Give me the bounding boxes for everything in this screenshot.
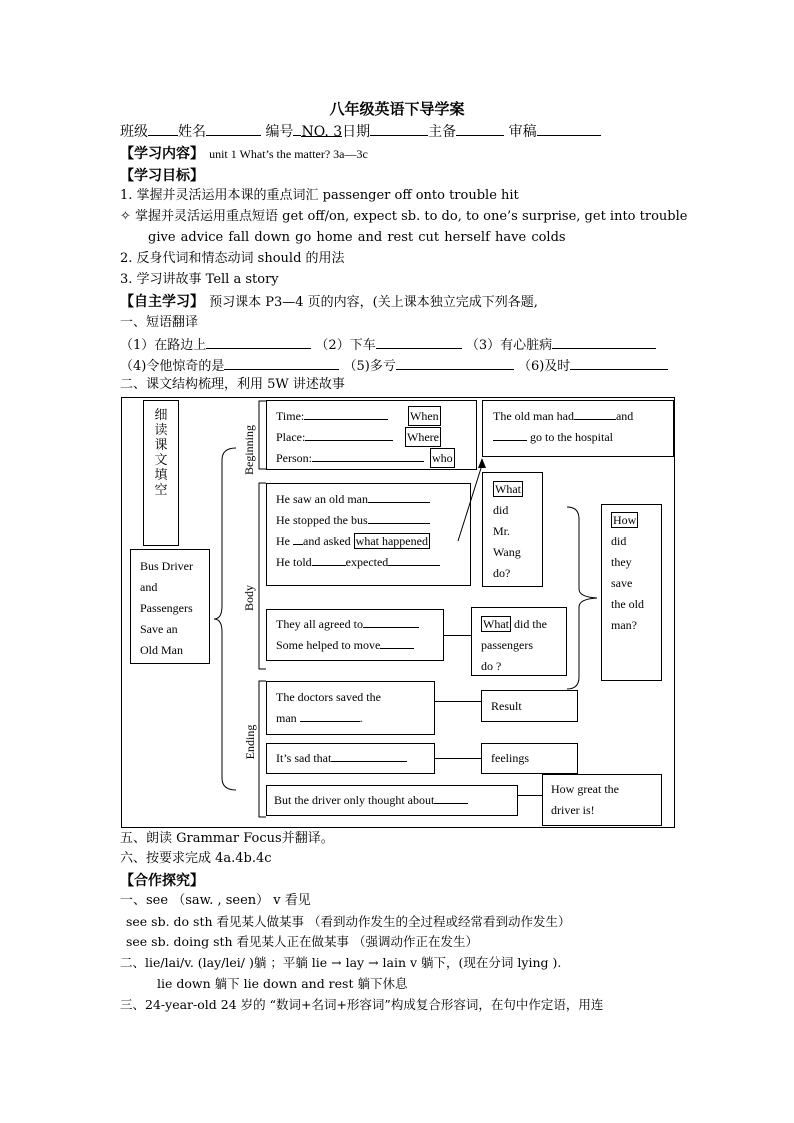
phrase-item: （6)及时 — [517, 359, 571, 374]
coop-label: 【合作探究】 — [120, 873, 204, 889]
connector-line — [435, 758, 481, 759]
what-happened-tag: what happened — [355, 534, 428, 548]
class-label: 班级 — [120, 124, 148, 140]
content-value: unit 1 What’s the matter? 3a—3c — [209, 147, 368, 161]
helped-row — [276, 635, 414, 656]
old-man-blank[interactable] — [493, 427, 527, 441]
told-row — [276, 552, 440, 573]
phrase-item: （3）有心脏病 — [465, 338, 553, 353]
q-word: did — [493, 503, 509, 517]
agreed-text: They all agreed to — [276, 617, 363, 631]
coop-line: 二、lie/lai/v. (lay/lei/ )躺 ；平躺 lie → lay → lain v 躺下，(现在分词 lying ). — [120, 955, 562, 970]
asked-text: and asked — [303, 534, 351, 548]
when-tag: When — [408, 406, 441, 426]
person-label: Person: — [276, 451, 312, 465]
time-label: Time: — [276, 409, 305, 423]
phrase-row — [120, 355, 668, 377]
right-brace-icon — [563, 505, 603, 691]
place-blank[interactable] — [305, 427, 393, 441]
q-word: do? — [493, 566, 511, 580]
goal-item: ✧ 掌握并灵活运用重点短语 get off/on, expect sb. to do, to one’s surprise, get into trouble — [120, 209, 688, 224]
person-row — [276, 448, 424, 469]
q-word: Mr. — [493, 524, 511, 538]
what-tag: What — [483, 617, 509, 631]
coop-line: lie down 躺下 lie down and rest 躺下休息 — [157, 976, 408, 991]
review-label: 审稿 — [508, 124, 537, 140]
q-word: passengers — [481, 638, 533, 652]
body-label: Body — [242, 585, 256, 612]
how-great-line-2: driver is! — [551, 803, 595, 817]
time-row — [276, 406, 388, 427]
stopped-row — [276, 510, 430, 531]
told-text: He told — [276, 555, 312, 569]
goal-item: give advice fall down go home and rest cut herself have colds — [148, 230, 566, 245]
connector-line — [518, 795, 542, 796]
helped-blank[interactable] — [380, 635, 414, 649]
beginning-label: Beginning — [242, 425, 256, 475]
he-text: He — [276, 534, 290, 548]
saw-text: He saw an old man — [276, 492, 368, 506]
expected-blank[interactable] — [388, 552, 440, 566]
coop-line: see sb. do sth 看见某人做某事 （看到动作发生的全过程或经常看到动作发生） — [126, 914, 571, 929]
sad-text: It’s sad that — [276, 751, 332, 765]
old-man-blank[interactable] — [574, 406, 616, 420]
who-tag: who — [430, 448, 455, 468]
old-man-text: The old man had — [493, 409, 574, 423]
date-label: 日期 — [342, 124, 371, 140]
lead-blank[interactable] — [456, 121, 504, 136]
coop-line: 一、see （saw. , seen） v 看见 — [120, 893, 311, 908]
phrase-blank[interactable] — [552, 334, 656, 349]
phrase-item: （4)令他惊奇的是 — [120, 359, 225, 374]
header-line — [120, 121, 601, 142]
ending-label: Ending — [243, 724, 257, 760]
connector-line — [435, 701, 481, 702]
number-label: 编号 — [265, 124, 294, 140]
time-blank[interactable] — [304, 406, 388, 420]
expected-text: expected — [345, 555, 389, 569]
section-five: 五、朗读 Grammar Focus并翻译。 — [120, 831, 334, 846]
phrase-row — [120, 334, 656, 356]
q-word: Wang — [493, 545, 521, 559]
result-label: Result — [491, 699, 522, 713]
main-topic-line: and — [140, 580, 158, 594]
place-label: Place: — [276, 430, 306, 444]
agreed-row — [276, 614, 419, 635]
review-blank[interactable] — [537, 121, 601, 136]
q-word: save — [611, 576, 633, 590]
doctors-text: man — [276, 711, 297, 725]
person-blank[interactable] — [312, 448, 424, 462]
section-structure: 二、课文结构梳理，利用 5W 讲述故事 — [120, 377, 345, 392]
connector-line — [444, 635, 471, 636]
phrase-blank[interactable] — [376, 334, 462, 349]
q-word: they — [611, 555, 632, 569]
doctors-line-1: The doctors saved the — [276, 690, 381, 704]
main-topic-line: Bus Driver — [140, 559, 193, 573]
phrase-blank[interactable] — [570, 355, 668, 370]
phrase-blank[interactable] — [206, 334, 311, 349]
sad-row — [276, 748, 407, 769]
main-topic-line: Passengers — [140, 601, 193, 615]
stopped-blank[interactable] — [368, 510, 430, 524]
helped-text: Some helped to move — [276, 638, 381, 652]
page-title: 八年级英语下导学案 — [329, 100, 465, 118]
content-label: 【学习内容】 — [120, 146, 204, 162]
name-label: 姓名 — [178, 124, 206, 140]
left-brace-icon — [212, 446, 242, 792]
what-tag: What — [495, 482, 521, 496]
stopped-text: He stopped the bus — [276, 513, 368, 527]
phrase-blank[interactable] — [396, 355, 514, 370]
phrase-item: （1）在路边上 — [120, 338, 207, 353]
phrase-blank[interactable] — [224, 355, 339, 370]
self-study-text: 预习课本 P3—4 页的内容，(关上课本独立完成下列各题, — [209, 295, 538, 310]
q-word: did the — [514, 617, 547, 631]
main-topic-line: Old Man — [140, 643, 183, 657]
arrow-icon — [455, 455, 489, 545]
agreed-blank[interactable] — [363, 614, 419, 628]
he-blank[interactable] — [293, 531, 303, 545]
how-tag: How — [613, 513, 637, 527]
place-row — [276, 427, 393, 448]
coop-line: 三、24-year-old 24 岁的 “数词+名词+形容词”构成复合形容词，在句中作定语，用连 — [120, 997, 604, 1012]
where-tag: Where — [405, 427, 441, 447]
passengers-question — [481, 614, 547, 677]
section-phrase-translation: 一、短语翻译 — [120, 315, 199, 330]
self-study-line — [120, 291, 538, 313]
how-question — [611, 510, 644, 636]
how-great-line-1: How great the — [551, 782, 619, 796]
goals-label: 【学习目标】 — [120, 168, 204, 184]
coop-line: see sb. doing sth 看见某人正在做某事 （强调动作正在发生） — [126, 934, 479, 949]
feelings-label: feelings — [491, 751, 529, 765]
content-line — [120, 143, 368, 164]
driver-thought-blank[interactable] — [434, 790, 468, 804]
q-word: the old — [611, 597, 644, 611]
lead-label: 主备 — [428, 124, 457, 140]
main-topic — [140, 556, 206, 661]
doctors-blank[interactable] — [300, 708, 360, 722]
q-word: do ? — [481, 659, 502, 673]
sad-blank[interactable] — [331, 748, 407, 762]
q-word: did — [611, 534, 627, 548]
driver-thought-row — [274, 790, 468, 811]
q-word: man? — [611, 618, 637, 632]
driver-thought-text: But the driver only thought about — [274, 793, 435, 807]
saw-blank[interactable] — [368, 489, 430, 503]
told-blank[interactable] — [312, 552, 346, 566]
goal-item: 1. 掌握并灵活运用本课的重点词汇 passenger off onto trouble hit — [120, 188, 519, 203]
phrase-item: （2）下车 — [315, 338, 376, 353]
goal-item: 2. 反身代词和情态动词 should 的用法 — [120, 251, 345, 266]
old-man-line-1 — [493, 406, 633, 427]
old-man-and: and — [615, 409, 634, 423]
goal-item: 3. 学习讲故事 Tell a story — [120, 272, 279, 287]
saw-row — [276, 489, 430, 510]
vertical-title: 细读课文填空 — [154, 408, 168, 498]
old-man-text: go to the hospital — [530, 430, 613, 444]
date-blank[interactable] — [370, 121, 428, 136]
mr-wang-question — [493, 479, 523, 584]
class-blank[interactable] — [148, 121, 178, 136]
number-value: NO. 3 — [301, 124, 343, 140]
old-man-line-2 — [493, 427, 613, 448]
section-six: 六、按要求完成 4a.4b.4c — [120, 851, 272, 866]
asked-row — [276, 531, 430, 552]
doctors-line-2: man . — [276, 708, 363, 729]
phrase-item: （5)多亏 — [343, 359, 396, 374]
main-topic-line: Save an — [140, 622, 178, 636]
self-study-label: 【自主学习】 — [120, 294, 204, 310]
name-blank[interactable] — [206, 121, 261, 136]
